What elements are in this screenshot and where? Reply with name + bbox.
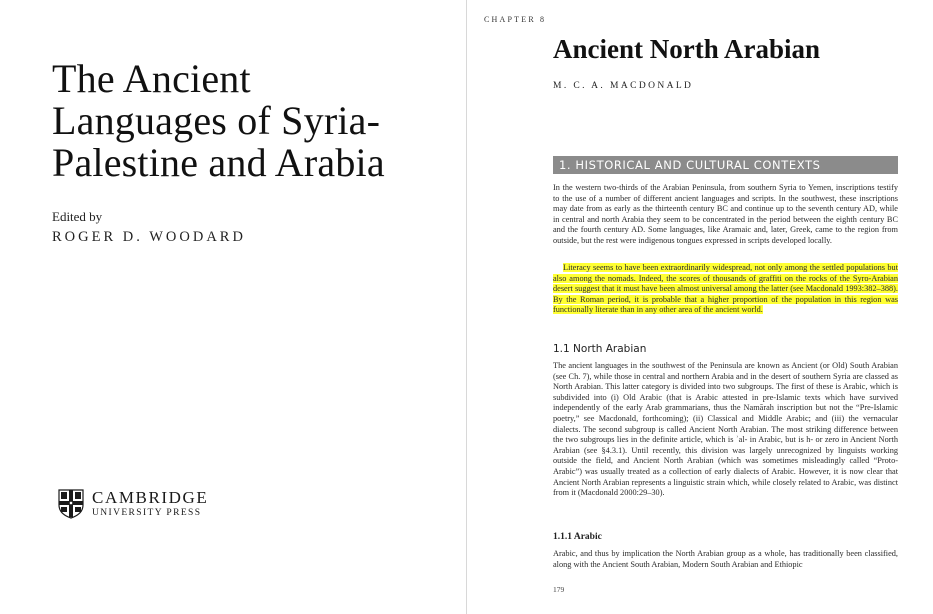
publisher-subtitle: UNIVERSITY PRESS [92,508,202,518]
chapter-author: M. C. A. MACDONALD [553,81,694,91]
chapter-title: Ancient North Arabian [553,34,821,64]
publisher-name: CAMBRIDGE [92,488,209,507]
book-title-line: The Ancient [52,56,251,101]
subsection-heading: 1.1 North Arabian [553,343,647,355]
subsubsection-heading: 1.1.1 Arabic [553,532,602,542]
title-page [0,0,466,614]
editor-name: ROGER D. WOODARD [52,229,246,245]
edited-by-label: Edited by [52,209,103,224]
paragraph-north-arabian: The ancient languages in the southwest of the Peninsula are known as Ancient (or Old) South Arabian (see Ch. 7), while those in central and northern Arabia and in the desert of southern Syria are classed as North Arabian. This latter category is divided into two subgroups. The first of these is Arabic, which is subdivided into (i) Old Arabic (that is Arabic attested in pre-Islamic texts which have survived independently of the early Arab grammarians, thus the Namārah inscription but not the “Pre-Islamic poetry,” see Macdonald, forthcoming); (ii) Classical and Middle Arabic; and (iii) the vernacular dialects. The second subgroup is called Ancient North Arabian. The most striking difference between the two subgroups lies in the definite article, which is ʾal- in Arabic, but is h- or zero in Ancient North Arabian (see §4.3.1). Until recently, this division was largely unrecognized by linguists working outside the field, and Ancient North Arabian (which was sometimes misleadingly called “Proto-Arabic”) was usually treated as a collection of early dialects of Arabic. However, it is now clear that Ancient North Arabian represents a linguistic strain which, while closely related to Arabic, was distinct from it (Macdonald 2000:29–30). [553,361,898,498]
book-title [52,58,452,184]
publisher-logo [58,489,208,519]
publisher-text [92,489,208,519]
chapter-label: CHAPTER 8 [484,15,547,24]
paragraph-arabic: Arabic, and thus by implication the North Arabian group as a whole, has traditionally been classified, along with the Ancient South Arabian, Modern South Arabian and Ethiopic [553,549,898,569]
cambridge-crest-icon [58,489,84,519]
paragraph-intro: In the western two-thirds of the Arabian Peninsula, from southern Syria to Yemen, inscriptions testify to the use of a number of different ancient languages and scripts. In the southwest, these inscriptions may date from as early as the thirteenth century BC and continue up to the seventh century AD, while in central and north Arabia they seem to be concentrated in the period between the eighth century BC and the fourth century AD. Some languages, like Aramaic and, later, Greek, came to the region from outside, but the rest were indigenous tongues expressed in scripts developed locally. [553,183,898,245]
book-title-line: Palestine and Arabia [52,140,385,185]
paragraph-literacy [553,263,898,316]
page-number: 179 [553,585,565,594]
section-heading: 1. HISTORICAL AND CULTURAL CONTEXTS [553,156,898,174]
highlighted-text: Literacy seems to have been extraordinarily widespread, not only among the settled populations but also among the nomads. Indeed, the scores of thousands of graffiti on the rocks of the Syro-Arabian desert suggest that it must have been almost universal among the latter (see Macdonald 1993:382–388). By the Roman period, it is probable that a higher proportion of the population in this region was functionally literate than in any other area of the ancient world. [553,263,898,315]
book-title-line: Languages of Syria- [52,98,381,143]
